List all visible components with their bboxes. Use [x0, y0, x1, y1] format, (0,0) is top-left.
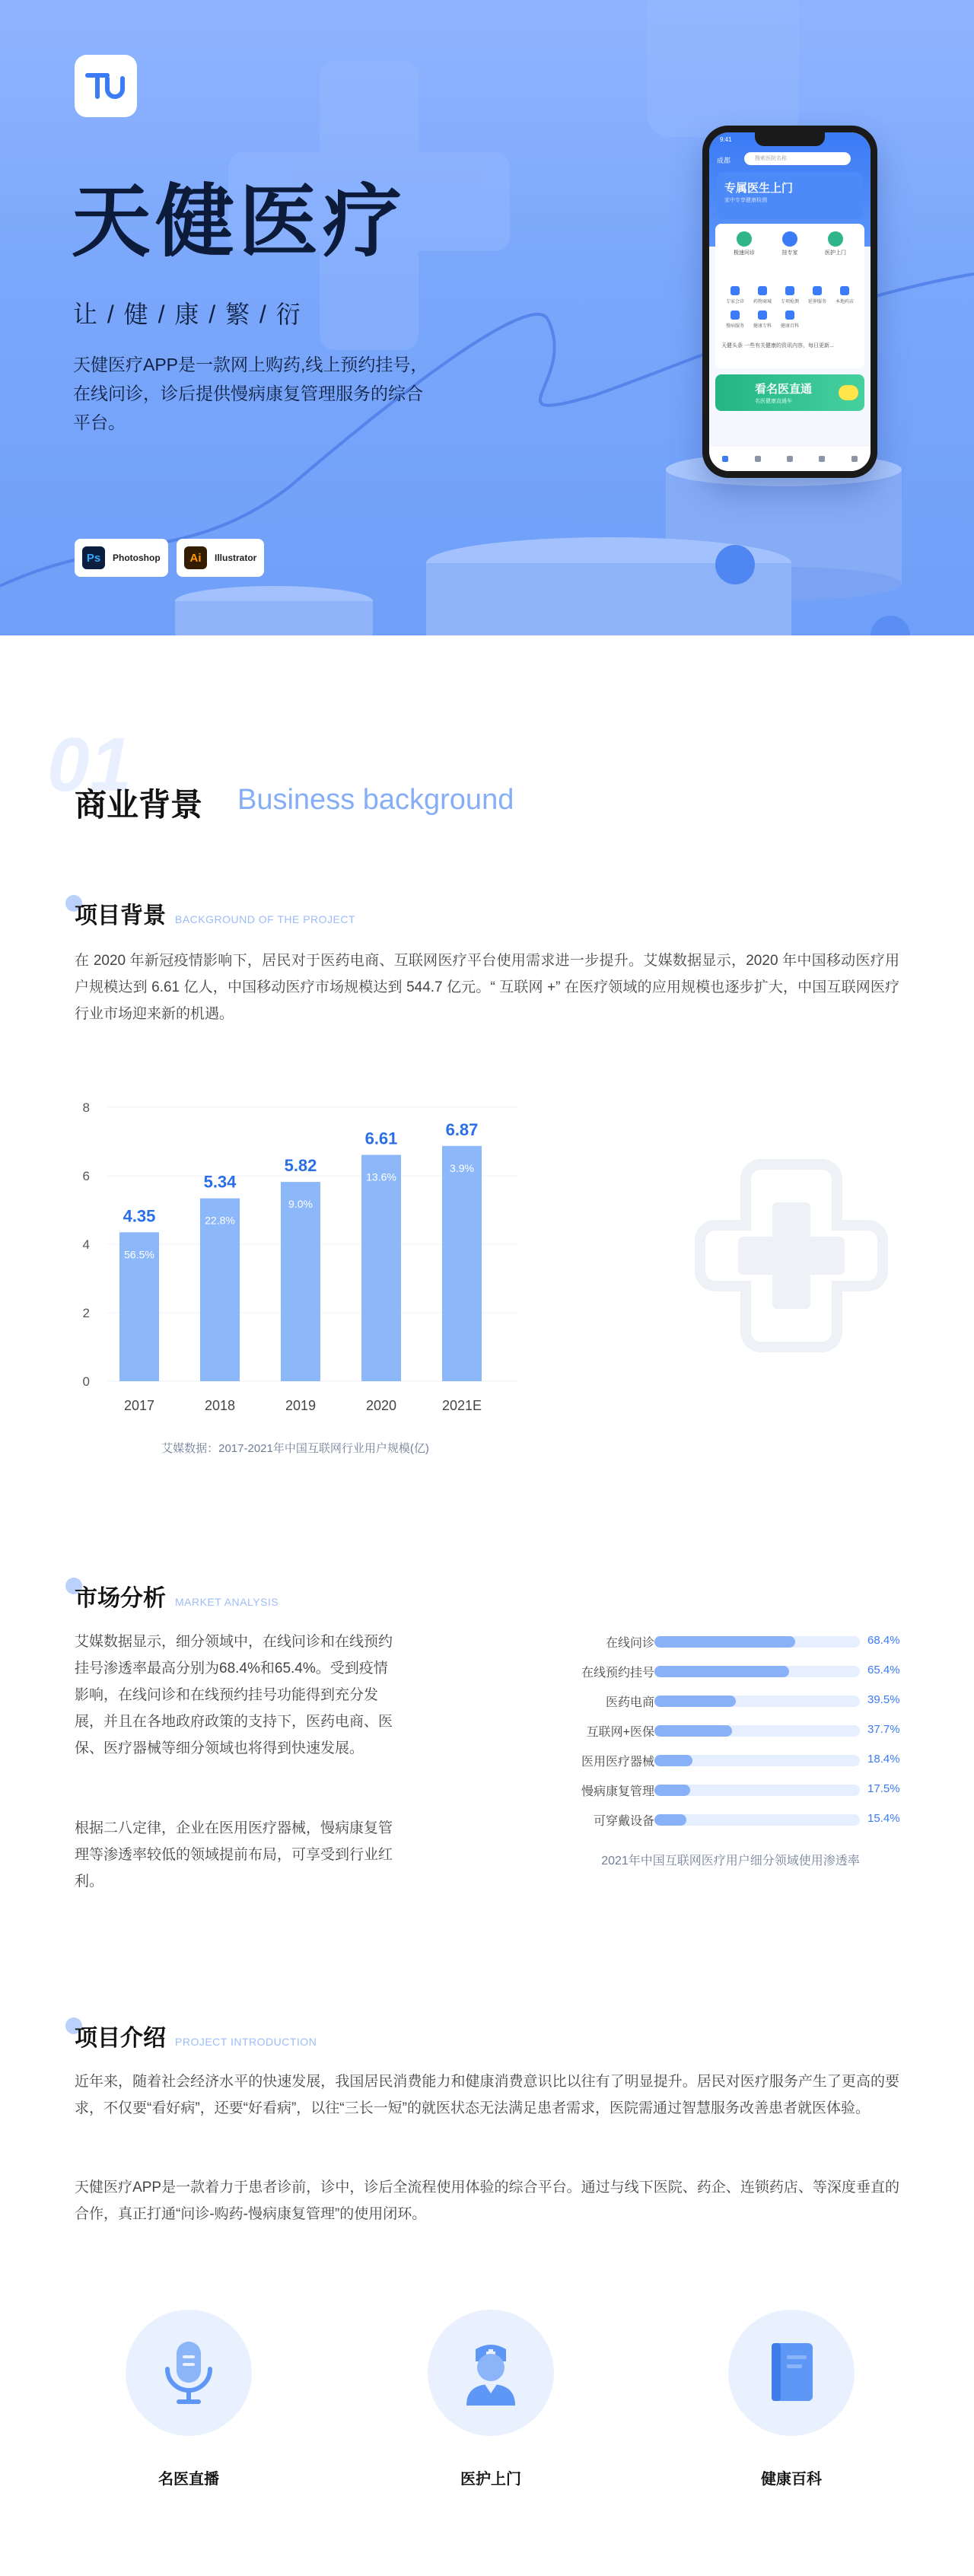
- penetration-label: 互联网+医保: [586, 1726, 654, 1739]
- feature-nurse: [426, 2310, 555, 2488]
- sub-service-icon: [785, 310, 794, 320]
- sub-services: [721, 286, 858, 329]
- market-title: 市场分析: [75, 1586, 166, 1611]
- feature-encyclopedia: [727, 2310, 856, 2488]
- tab-profile-icon[interactable]: [851, 456, 858, 462]
- x-tick-label: 2021E: [441, 1398, 482, 1413]
- penetration-track: [654, 1785, 860, 1796]
- sub-service-label: 专家会诊: [725, 300, 744, 304]
- feature-label: 名医直播: [158, 2471, 219, 2488]
- sub-service-icon: [758, 286, 767, 295]
- y-tick-label: 6: [82, 1169, 90, 1183]
- bar-value-label: 6.87: [445, 1119, 479, 1139]
- y-tick-label: 2: [82, 1306, 90, 1320]
- feature-live: [124, 2310, 253, 2488]
- famous-doctor-banner[interactable]: [715, 374, 864, 411]
- feature-label: 健康百科: [761, 2471, 822, 2488]
- penetration-track: [654, 1666, 860, 1677]
- x-tick-label: 2020: [365, 1398, 397, 1413]
- sub-service-label: 本地药店: [835, 300, 854, 304]
- green-banner-button[interactable]: [839, 385, 858, 400]
- tab-home-icon[interactable]: [722, 456, 728, 462]
- intro-text-2: 天健医疗APP是一款着力于患者诊前，诊中，诊后全流程使用体验的综合平台。通过与线下医院、药企、连锁药店、等深度垂直的合作，真正打通“问诊-购药-慢病康复管理”的使用闭环。: [75, 2180, 899, 2222]
- sub-service-item[interactable]: [749, 286, 776, 304]
- logo-icon: [84, 71, 127, 101]
- phone-notch: [755, 132, 825, 146]
- bar-growth-label: 22.8%: [205, 1214, 235, 1227]
- illustrator-icon: Ai: [184, 546, 207, 569]
- sub-service-item[interactable]: [776, 286, 804, 304]
- penetration-bar: [654, 1785, 690, 1796]
- penetration-row: [548, 1775, 906, 1806]
- chart-caption: 艾媒数据：2017-2021年中国互联网行业用户规模(亿): [161, 1442, 429, 1455]
- doctor-banner[interactable]: [717, 172, 863, 219]
- market-heading: [75, 1579, 279, 1613]
- intro-title: 项目介绍: [75, 2026, 166, 2051]
- green-banner-title: 看名医直通: [755, 383, 813, 396]
- hero-title: 天健医疗: [72, 178, 407, 266]
- hero-slogan: 让 / 健 / 康 / 繁 / 衍: [73, 301, 302, 328]
- sub-service-item[interactable]: [804, 286, 831, 304]
- penetration-label: 可穿戴设备: [593, 1815, 654, 1828]
- photoshop-icon: Ps: [82, 546, 105, 569]
- service-item[interactable]: [813, 231, 858, 256]
- photoshop-badge: [75, 539, 168, 577]
- nurse-icon: [460, 2339, 521, 2407]
- medical-cross-icon: [685, 1149, 898, 1362]
- bar-value-label: 5.82: [284, 1156, 317, 1176]
- y-tick-label: 4: [82, 1237, 90, 1252]
- service-icon: [782, 231, 797, 247]
- sub-service-item[interactable]: [749, 310, 776, 329]
- feature-label: 医护上门: [460, 2471, 521, 2488]
- service-label: 挂专家: [781, 250, 798, 256]
- bar-growth-label: 3.9%: [450, 1161, 474, 1174]
- penetration-row: [548, 1805, 906, 1836]
- y-tick-label: 0: [82, 1374, 90, 1389]
- sub-service-label: 健康百科: [780, 324, 799, 329]
- tab-shop-icon[interactable]: [787, 456, 793, 462]
- penetration-track: [654, 1814, 860, 1826]
- phone-mockup: [702, 126, 877, 478]
- tool-name: Illustrator: [215, 552, 257, 563]
- market-text-1: 艾媒数据显示，细分领域中，在线问诊和在线预约挂号渗透率最高分别为68.4%和65.4%。受到疫情影响，在线问诊和在线预约挂号功能得到充分发展，并且在各地政府政策的支持下，医药电商、医保、医疗器械等细分领域也将得到快速发展。: [75, 1634, 393, 1756]
- sub-service-icon: [813, 286, 822, 295]
- penetration-row: [548, 1686, 906, 1717]
- service-card: [715, 224, 864, 368]
- feature-circle: [728, 2310, 855, 2436]
- hero-banner: [0, 0, 974, 635]
- tab-message-icon[interactable]: [819, 456, 825, 462]
- sub-service-item[interactable]: [721, 310, 749, 329]
- user-scale-chart: [61, 1088, 533, 1469]
- service-label: 医护上门: [825, 250, 846, 256]
- penetration-bar: [654, 1755, 692, 1766]
- market-title-en: MARKET ANALYSIS: [175, 1596, 279, 1608]
- x-tick-label: 2018: [204, 1398, 236, 1413]
- penetration-value: 17.5%: [867, 1782, 900, 1795]
- penetration-track: [654, 1725, 860, 1737]
- feature-circle: [126, 2310, 252, 2436]
- market-caption: 2021年中国互联网医疗用户细分领域使用渗透率: [601, 1855, 860, 1868]
- sub-service-item[interactable]: [721, 286, 749, 304]
- green-banner-subtitle: 名医健康直通车: [755, 399, 792, 404]
- sub-service-label: 专项检测: [780, 300, 799, 304]
- tab-map-icon[interactable]: [755, 456, 761, 462]
- intro-text-1: 近年来，随着社会经济水平的快速发展，我国居民消费能力和健康消费意识比以往有了明显提升。居民对医疗服务产生了更高的要求，不仅要“看好病”，还要“好看病”，以往“三长一短”的就医状态无法满足患者需求，医院需通过智慧服务改善患者就医体验。: [75, 2074, 899, 2116]
- sub-service-item[interactable]: [831, 286, 858, 304]
- bar: [442, 1146, 482, 1381]
- app-logo: [75, 55, 137, 117]
- sub-service-label: 慢病服务: [725, 324, 744, 329]
- bar: [361, 1155, 401, 1381]
- search-input[interactable]: 搜索医院名称: [744, 152, 851, 165]
- sub-service-icon: [758, 310, 767, 320]
- penetration-label: 慢病康复管理: [581, 1785, 654, 1798]
- section-title: 商业背景: [75, 787, 203, 823]
- bottom-tab-bar: [709, 447, 871, 471]
- service-item[interactable]: [767, 231, 813, 256]
- penetration-row: [548, 1716, 906, 1747]
- penetration-value: 65.4%: [867, 1664, 900, 1676]
- bar-value-label: 5.34: [203, 1172, 237, 1192]
- penetration-bar: [654, 1696, 736, 1707]
- penetration-value: 18.4%: [867, 1753, 900, 1766]
- status-time: 9:41: [720, 136, 732, 143]
- microphone-icon: [158, 2339, 219, 2407]
- background-heading: [75, 896, 355, 930]
- penetration-value: 39.5%: [867, 1693, 900, 1706]
- penetration-value: 37.7%: [867, 1723, 900, 1736]
- penetration-bar: [654, 1636, 795, 1648]
- background-text: 在 2020 年新冠疫情影响下，居民对于医药电商、互联网医疗平台使用需求进一步提升。艾媒数据显示，2020 年中国移动医疗用户规模达到 6.61 亿人，中国移动医疗市场规模达到 544.7 亿元。“ 互联网 +” 在医疗领域的应用规模也逐步扩大，中国互联网医疗行业市场迎来新的机遇。: [75, 953, 899, 1022]
- sub-service-label: 健康专科: [753, 324, 772, 329]
- penetration-label: 在线问诊: [605, 1637, 654, 1650]
- penetration-label: 医用医疗器械: [581, 1756, 654, 1769]
- news-ticker[interactable]: 天健头条 一些有关健康的资讯内容，每日更新...: [721, 343, 834, 349]
- penetration-track: [654, 1636, 860, 1648]
- banner-subtitle: 家中专享健康检测: [724, 198, 767, 203]
- tool-name: Photoshop: [113, 552, 161, 563]
- penetration-value: 15.4%: [867, 1812, 900, 1825]
- market-text-2: 根据二八定律，企业在医用医疗器械，慢病康复管理等渗透率较低的领域提前布局，可享受到行业红利。: [75, 1820, 393, 1890]
- background-title-en: BACKGROUND OF THE PROJECT: [175, 913, 356, 925]
- background-title: 项目背景: [75, 903, 166, 928]
- penetration-bar: [654, 1666, 789, 1677]
- phone-screen: [709, 132, 871, 471]
- penetration-label: 医药电商: [605, 1696, 654, 1709]
- y-tick-label: 8: [82, 1100, 90, 1115]
- sub-service-label: 药物商城: [753, 300, 772, 304]
- sub-service-icon: [730, 286, 740, 295]
- intro-heading: [75, 2019, 317, 2052]
- hero-description: 天健医疗APP是一款网上购药,线上预约挂号，在线问诊，诊后提供慢病康复管理服务的综合平台。: [73, 355, 428, 432]
- x-tick-label: 2017: [123, 1398, 155, 1413]
- service-label: 极速问诊: [734, 250, 755, 256]
- penetration-row: [548, 1746, 906, 1776]
- sub-service-label: 延伸服务: [807, 300, 826, 304]
- penetration-row: [548, 1657, 906, 1687]
- bar-growth-label: 9.0%: [288, 1198, 313, 1211]
- city-selector[interactable]: 成都: [717, 157, 731, 164]
- banner-title: 专属医生上门: [724, 182, 794, 195]
- service-icon: [737, 231, 752, 247]
- penetration-value: 68.4%: [867, 1634, 900, 1647]
- bar: [281, 1182, 320, 1381]
- bar-growth-label: 13.6%: [366, 1170, 396, 1183]
- intro-title-en: PROJECT INTRODUCTION: [175, 2036, 317, 2048]
- section-number: 01: [47, 722, 132, 807]
- main-services: [721, 231, 858, 256]
- penetration-track: [654, 1696, 860, 1707]
- service-icon: [828, 231, 843, 247]
- sub-service-item[interactable]: [776, 310, 804, 329]
- bar-growth-label: 56.5%: [124, 1248, 154, 1261]
- penetration-label: 在线预约挂号: [581, 1667, 654, 1680]
- penetration-track: [654, 1755, 860, 1766]
- bar-value-label: 4.35: [123, 1206, 156, 1226]
- x-tick-label: 2019: [285, 1398, 317, 1413]
- penetration-row: [548, 1627, 906, 1657]
- book-icon: [761, 2339, 822, 2407]
- penetration-bar: [654, 1725, 732, 1737]
- bar-value-label: 6.61: [364, 1129, 398, 1148]
- illustrator-badge: [177, 539, 264, 577]
- sub-service-icon: [730, 310, 740, 320]
- service-item[interactable]: [721, 231, 767, 256]
- feature-circle: [428, 2310, 554, 2436]
- penetration-bar: [654, 1814, 686, 1826]
- section-title-en: Business background: [237, 784, 514, 816]
- sub-service-icon: [840, 286, 849, 295]
- sub-service-icon: [785, 286, 794, 295]
